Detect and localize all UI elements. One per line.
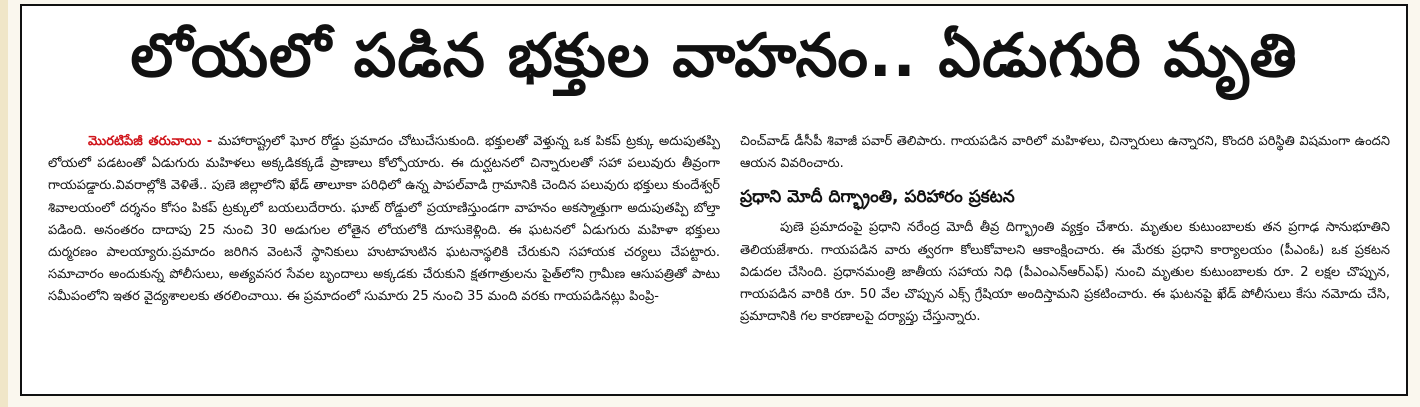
right-column-body: పుణె ప్రమాదంపై ప్రధాని నరేంద్ర మోదీ తీవ్ర దిగ్భ్రాంతి వ్యక్తం చేశారు. మృతుల కుటుంబాలకు తన ప్రగాఢ సానుభూతిని తెలియజేశారు. గాయపడిన వారు త్వరగా కోలుకోవాలని ఆకాంక్షించారు. ఈ మేరకు ప్రధాని కార్యాలయం (పీఎంఓ) ఒక ప్రకటన విడుదల చేసింది. ప్రధానమంత్రి జాతీయ సహాయ నిధి (పీఎంఎన్‌ఆర్ఎఫ్) నుంచి మృతుల కుటుంబాలకు రూ. 2 లక్షల చొప్పున, గాయపడిన వారికి రూ. 50 వేల చొప్పున ఎక్స్ గ్రేషియా అందిస్తామని ప్రకటించారు. ఈ ఘటనపై ఖేడ్ పోలీసులు కేసు నమోదు చేసి, ప్రమాదానికి గల కారణాలపై దర్యాప్తు చేస్తున్నారు. (740, 220, 1390, 325)
left-column-text: మహారాష్ట్రలో ఘోర రోడ్డు ప్రమాదం చోటుచేసుకుంది. భక్తులతో వెళ్తున్న ఒక పికప్ ట్రక్కు అదుపుతప్పి లోయలో పడటంతో ఏడుగురు మహిళలు అక్కడికక్కడే ప్రాణాలు కోల్పోయారు. ఈ దుర్ఘటనలో చిన్నారులతో సహా పలువురు తీవ్రంగా గాయపడ్డారు.వివరాల్లోకి వెళితే.. పుణె జిల్లాలోని ఖేడ్ తాలూకా పరిధిలో ఉన్న పాపల్‌వాడి గ్రామానికి చెందిన పలువురు భక్తులు కుందేశ్వర్ శివాలయంలో దర్శనం కోసం పికప్ ట్రక్కులో బయలుదేరారు. ఘాట్ రోడ్డులో ప్రయాణిస్తుండగా వాహనం అకస్మాత్తుగా అదుపుతప్పి బోల్తా పడింది. అనంతరం దాదాపు 25 నుంచి 30 అడుగుల లోతైన లోయలోకి దూసుకెళ్లింది. ఈ ఘటనలో ఏడుగురు మహిళా భక్తులు దుర్మరణం పాలయ్యారు.ప్రమాదం జరిగిన వెంటనే స్థానికులు హుటాహుటిన ఘటనాస్థలికి చేరుకుని సహాయక చర్యలు చేపట్టారు. సమాచారం అందుకున్న పోలీసులు, అత్యవసర సేవల బృందాలు అక్కడకు చేరుకుని క్షతగాత్రులను పైత్‌లోని గ్రామీణ ఆసుపత్రితో పాటు సమీపంలోని ఇతర వైద్యశాలలకు తరలించాయి. ఈ ప్రమాదంలో సుమారు 25 నుంచి 35 మంది వరకు గాయపడినట్లు పింప్రి- (48, 134, 721, 305)
right-column (740, 131, 1390, 328)
subheading: ప్రధాని మోదీ దిగ్భ్రాంతి, పరిహారం ప్రకటన (740, 187, 1015, 208)
right-column-intro: చించ్‌వాడ్ డీసీపీ శివాజీ పవార్ తెలిపారు. గాయపడిన వారిలో మహిళలు, చిన్నారులు ఉన్నారని, కొందరి పరిస్థితి విషమంగా ఉందని ఆయన వివరించారు. (740, 134, 1390, 172)
page-edge-strip (0, 0, 8, 407)
dateline: మొరటిపేజీ తరువాయి - (88, 134, 213, 149)
news-article (20, 4, 1408, 396)
headline: లోయలో పడిన భక్తుల వాహనం.. ఏడుగురి మృతి (130, 21, 1298, 91)
left-column-paragraph (48, 131, 720, 309)
left-column (48, 131, 720, 309)
